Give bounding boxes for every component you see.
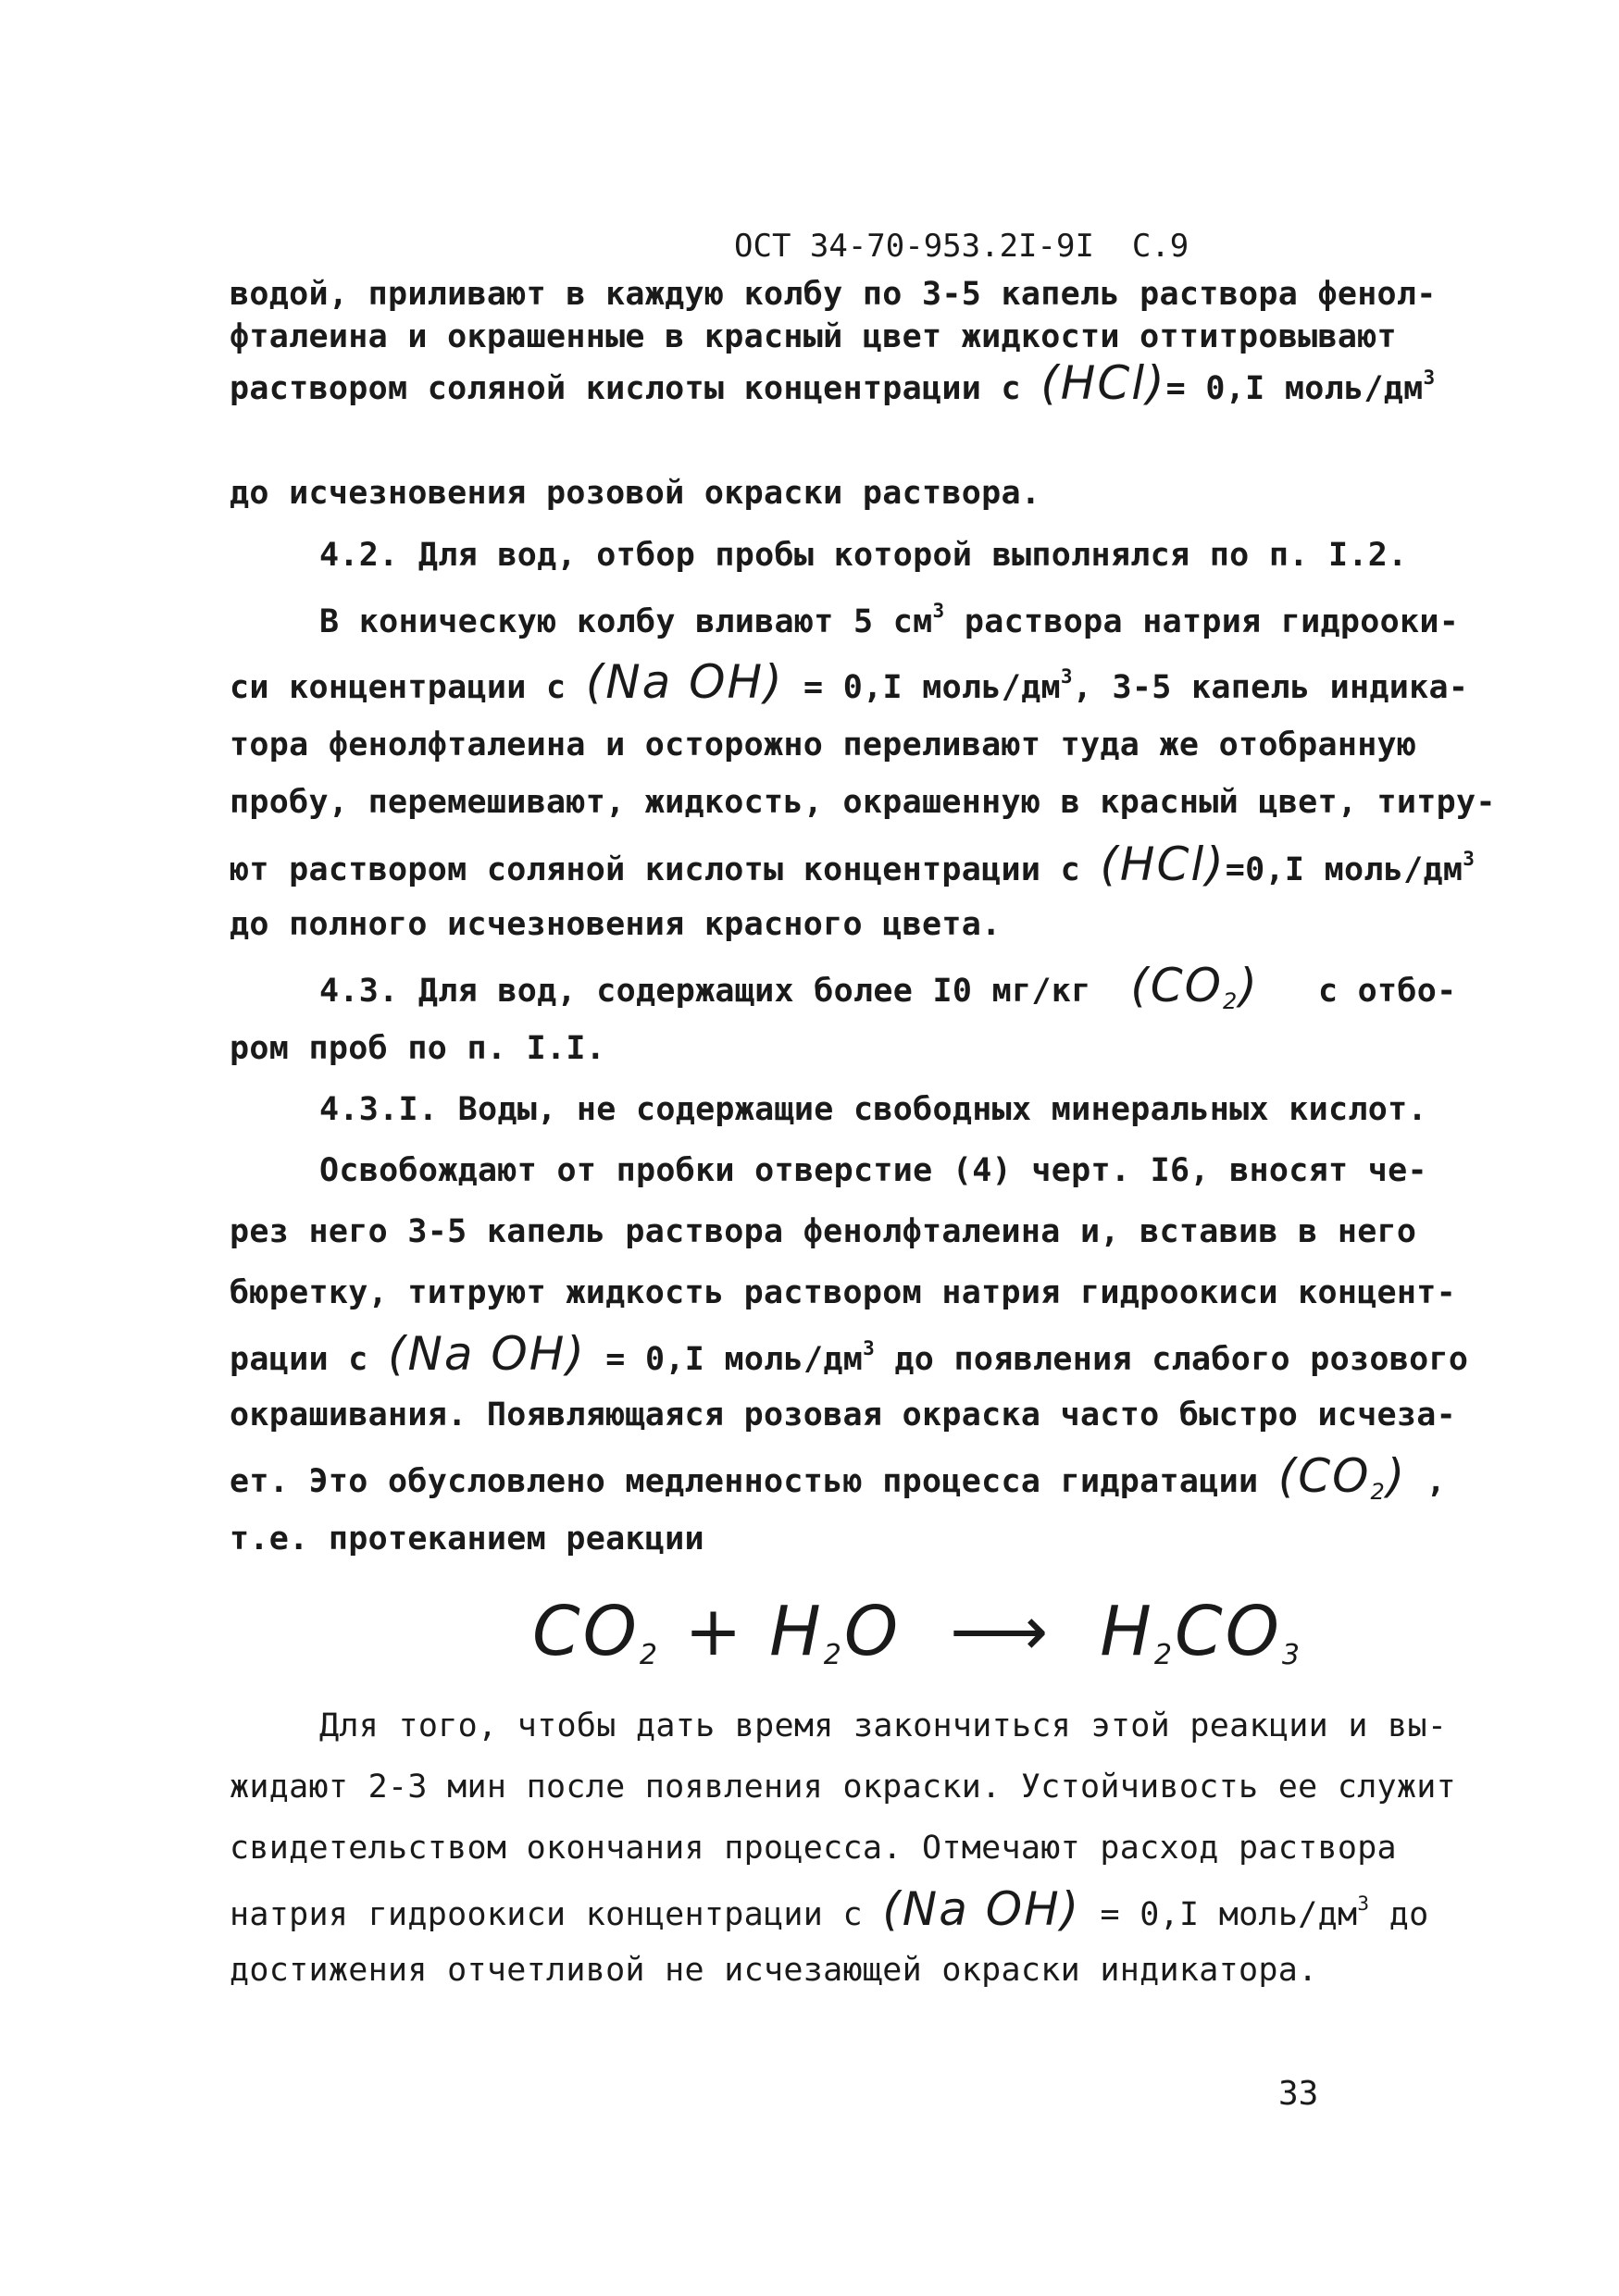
text-line: рации с (Na OH) = 0,I моль/$дм^3$ до появления слабого розового — [230, 1327, 1469, 1381]
handwritten-formula-naoh: (Na OH) — [585, 655, 784, 709]
arrow-icon: ⟶ — [901, 1592, 1101, 1671]
text-line: си концентрации с (Na OH) = 0,I моль/$дм^3$, 3-5 капель индика- — [230, 655, 1469, 709]
text-line: ет. Это обусловлено медленностью процесса гидратации $(CO_2)$ , — [230, 1449, 1447, 1505]
text-line: бюретку, титруют жидкость раствором натрия гидроокиси концент- — [230, 1274, 1457, 1311]
text-line: свидетельством окончания процесса. Отмечают расход раствора — [230, 1830, 1397, 1867]
text-line: Освобождают от пробки отверстие (4) черт. I6, вносят че- — [319, 1152, 1427, 1189]
text-line: ром проб по п. I.I. — [230, 1030, 606, 1067]
text-line: т.е. протеканием реакции — [230, 1520, 704, 1558]
handwritten-formula-hcl: (HCl) — [1100, 838, 1226, 891]
text-line: окрашивания. Появляющаяся розовая окраска часто быстро исчеза- — [230, 1396, 1457, 1433]
text-line: до полного исчезновения красного цвета. — [230, 906, 1002, 943]
text-line: водой, приливают в каждую колбу по 3-5 капель раствора фенол- — [230, 276, 1437, 313]
text-line: фталеина и окрашенные в красный цвет жидкости оттитровывают — [230, 318, 1397, 355]
text-line: рез него 3-5 капель раствора фенолфталеина и, вставив в него — [230, 1213, 1417, 1250]
text-line: достижения отчетливой не исчезающей окраски индикатора. — [230, 1952, 1318, 1989]
text-line: тора фенолфталеина и осторожно переливают туда же отобранную — [230, 726, 1417, 763]
section-heading-4-2: 4.2. Для вод, отбор пробы которой выполнялся по п. I.2. — [319, 537, 1408, 574]
handwritten-formula-hcl: (HCl) — [1040, 356, 1166, 410]
document-header: ОСТ 34-70-953.2I-9I С.9 — [734, 228, 1189, 265]
section-heading-4-3: 4.3. Для вод, содержащих более I0 мг/кг $(CO_2)$ с отбо- — [319, 959, 1457, 1014]
text-line: ют раствором соляной кислоты концентрации с (HCl)=0,I моль/$дм^3$ — [230, 838, 1476, 891]
handwritten-formula-co2: $(CO_2)$ — [1130, 959, 1259, 1014]
page-number: 33 — [1278, 2075, 1319, 2113]
handwritten-formula-co2: $(CO_2)$ — [1277, 1449, 1407, 1505]
text-line: раствором соляной кислоты концентрации с (HCl)= 0,I моль/$дм^3$ — [230, 356, 1436, 410]
text-line: Для того, чтобы дать время закончиться этой реакции и вы- — [319, 1707, 1448, 1744]
text-line: пробу, перемешивают, жидкость, окрашенную в красный цвет, титру- — [230, 784, 1496, 821]
text-line: В коническую колбу вливают 5 $см^3$ раствора натрия гидрооки- — [319, 600, 1460, 640]
handwritten-chemical-equation: $CO_2 + H_2O$ ⟶ $H_2CO_3$ — [532, 1592, 1303, 1671]
handwritten-formula-naoh: (Na OH) — [387, 1327, 586, 1381]
section-heading-4-3-1: 4.3.I. Воды, не содержащие свободных минеральных кислот. — [319, 1091, 1427, 1128]
handwritten-formula-naoh: (Na OH) — [882, 1882, 1081, 1936]
text-line: жидают 2-3 мин после появления окраски. Устойчивость ее служит — [230, 1769, 1457, 1806]
text-line: до исчезновения розовой окраски раствора. — [230, 475, 1041, 512]
text-line: натрия гидроокиси концентрации с (Na OH) = 0,I моль/$дм^3$ до — [230, 1882, 1429, 1936]
